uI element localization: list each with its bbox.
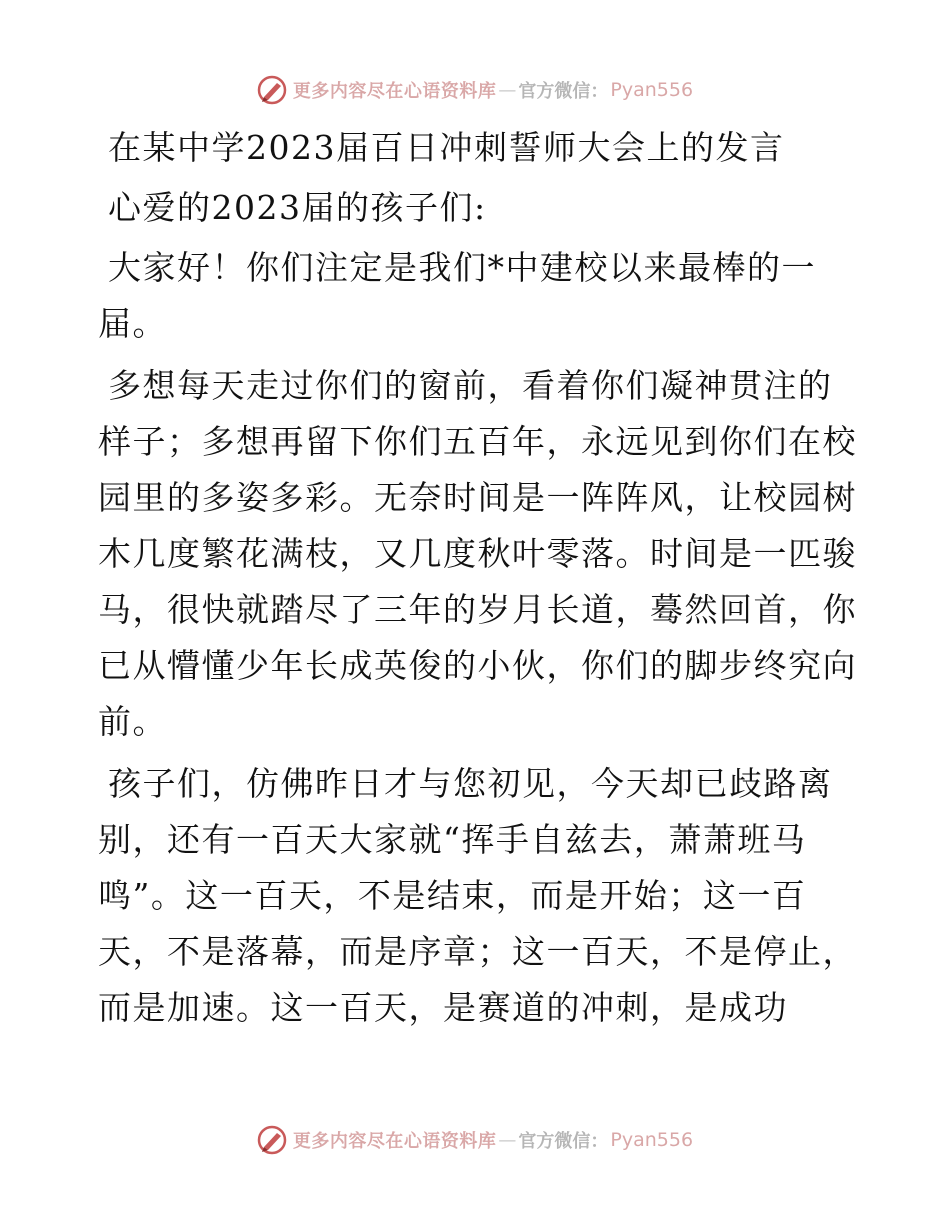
salutation: 心爱的2023届的孩子们:	[108, 188, 487, 227]
watermark-wechat-id: Pyan556	[610, 1129, 694, 1151]
paragraph-2	[98, 358, 858, 750]
watermark-text: 更多内容尽在心语资料库	[292, 81, 497, 102]
paragraph-line: 园里的多姿多彩。无奈时间是一阵阵风，让校园树	[98, 478, 857, 517]
paragraph-line: 样子；多想再留下你们五百年，永远见到你们在校	[98, 422, 857, 461]
paragraph-line: 届。	[98, 304, 167, 343]
paragraph-line: 前。	[98, 702, 167, 741]
paragraph-3	[98, 756, 858, 1036]
paragraph-line: 别，还有一百天大家就“挥手自兹去，萧萧班马	[98, 820, 807, 859]
paragraph-1	[98, 240, 858, 352]
paragraph-line: 多想每天走过你们的窗前，看着你们凝神贯注的	[108, 366, 833, 405]
watermark-label: 官方微信：	[518, 81, 609, 102]
watermark-dash: —	[498, 1129, 517, 1151]
paragraph-line: 孩子们，仿佛昨日才与您初见，今天却已歧路离	[108, 764, 833, 803]
paragraph-line: 大家好！你们注定是我们*中建校以来最棒的一	[108, 248, 816, 287]
watermark-label: 官方微信：	[518, 1131, 609, 1152]
paragraph-line: 天，不是落幕，而是序章；这一百天，不是停止，	[98, 932, 857, 971]
pen-logo-icon	[257, 75, 287, 105]
paragraph-line: 已从懵懂少年长成英俊的小伙，你们的脚步终究向	[98, 646, 857, 685]
paragraph-line: 木几度繁花满枝，又几度秋叶零落。时间是一匹骏	[98, 534, 857, 573]
watermark-text: 更多内容尽在心语资料库	[292, 1131, 497, 1152]
paragraph-line: 马，很快就踏尽了三年的岁月长道，蓦然回首，你	[98, 590, 857, 629]
watermark-wechat-id: Pyan556	[610, 79, 694, 101]
pen-logo-icon	[257, 1125, 287, 1155]
footer-watermark	[0, 1120, 950, 1160]
watermark-dash: —	[498, 79, 517, 101]
paragraph-line: 鸣”。这一百天，不是结束，而是开始；这一百	[98, 876, 807, 915]
document-title: 在某中学2023届百日冲刺誓师大会上的发言	[108, 128, 785, 167]
paragraph-line: 而是加速。这一百天，是赛道的冲刺，是成功	[98, 988, 788, 1027]
document-body	[98, 120, 858, 1042]
header-watermark	[0, 70, 950, 110]
